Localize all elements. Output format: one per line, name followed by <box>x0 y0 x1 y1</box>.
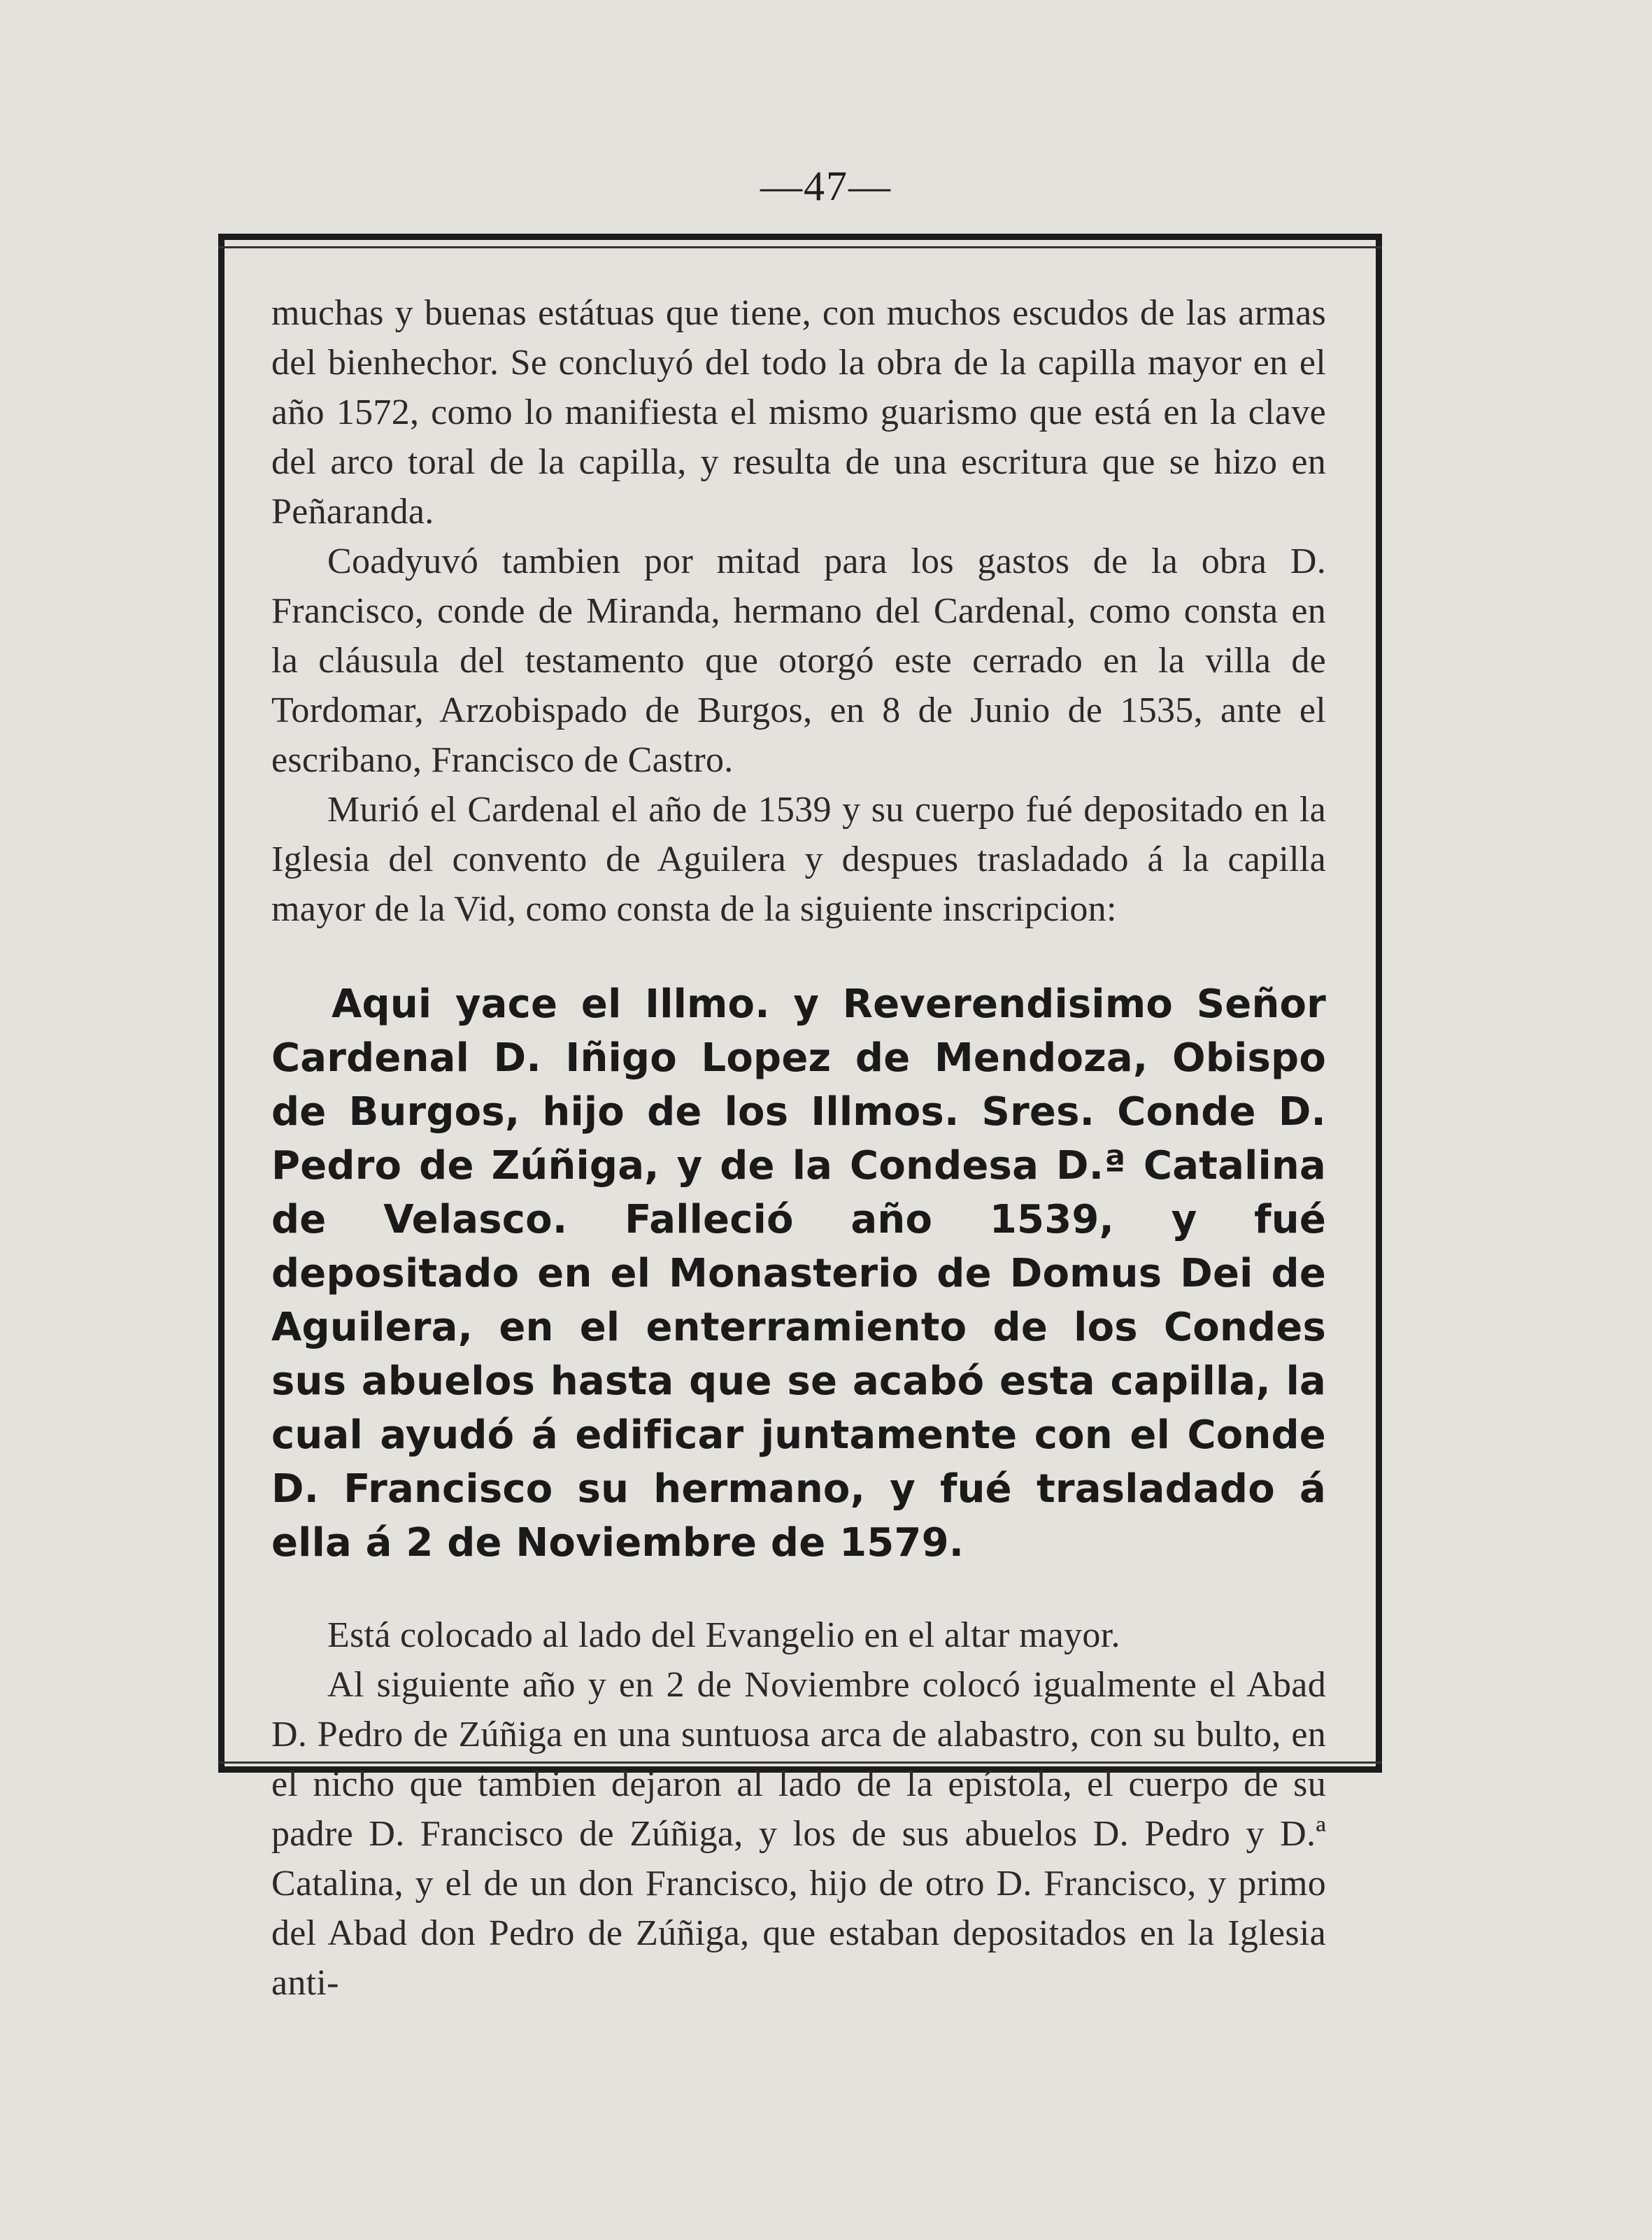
paragraph-coadyuvo: Coadyuvó tambien por mitad para los gastos de la obra D. Francisco, conde de Miranda, hermano del Cardenal, como consta en la cláusula del testamento que otorgó este cerrado en la villa de Tordomar, Arzobispado de Burgos, en 8 de Junio de 1535, ante el escribano, Francisco de Castro. <box>271 541 1326 780</box>
paragraph-continuation: muchas y buenas estátuas que tiene, con muchos escudos de las armas del bienhechor. Se concluyó del todo la obra de la capilla mayor en el año 1572, como lo manifiesta el mismo guarismo que está en la clave del arco toral de la capilla, y resulta de una escritura que se hizo en Peñaranda. <box>271 293 1326 532</box>
frame-top-rule <box>218 246 1382 248</box>
paragraph-colocado: Está colocado al lado del Evangelio en el altar mayor. <box>327 1615 1120 1655</box>
inscription-body: Aqui yace el Illmo. y Reverendisimo Señor Cardenal D. Iñigo Lopez de Mendoza, Obispo de Burgos, hijo de los Illmos. Sres. Conde D. Pedro de Zúñiga, y de la Condesa D.ª Catalina de Velasco. Falleció año 1539, y fué depositado en el Monasterio de Domus Dei de Aguilera, en el enterramiento de los Condes sus abuelos hasta que se acabó esta capilla, la cual ayudó á edificar juntamente con el Conde D. Francisco su hermano, y fué trasladado á ella á 2 de Noviembre de 1579. <box>271 981 1326 1566</box>
inscription-text <box>271 977 1326 1570</box>
page-number: —47— <box>760 163 892 209</box>
paragraph-murio: Murió el Cardenal el año de 1539 y su cuerpo fué depositado en la Iglesia del convento de Aguilera y despues trasladado á la capilla mayor de la Vid, como consta de la siguiente inscripcion: <box>271 790 1326 929</box>
page-body <box>271 288 1326 2008</box>
paragraph-siguiente: Al siguiente año y en 2 de Noviembre colocó igualmente el Abad D. Pedro de Zúñiga en una suntuosa arca de alabastro, con su bulto, en el nicho que tambien dejaron al lado de la epístola, el cuerpo de su padre D. Francisco de Zúñiga, y los de sus abuelos D. Pedro y D.ª Catalina, y el de un don Francisco, hijo de otro D. Francisco, y primo del Abad don Pedro de Zúñiga, que estaban depositados en la Iglesia anti- <box>271 1665 1326 2003</box>
